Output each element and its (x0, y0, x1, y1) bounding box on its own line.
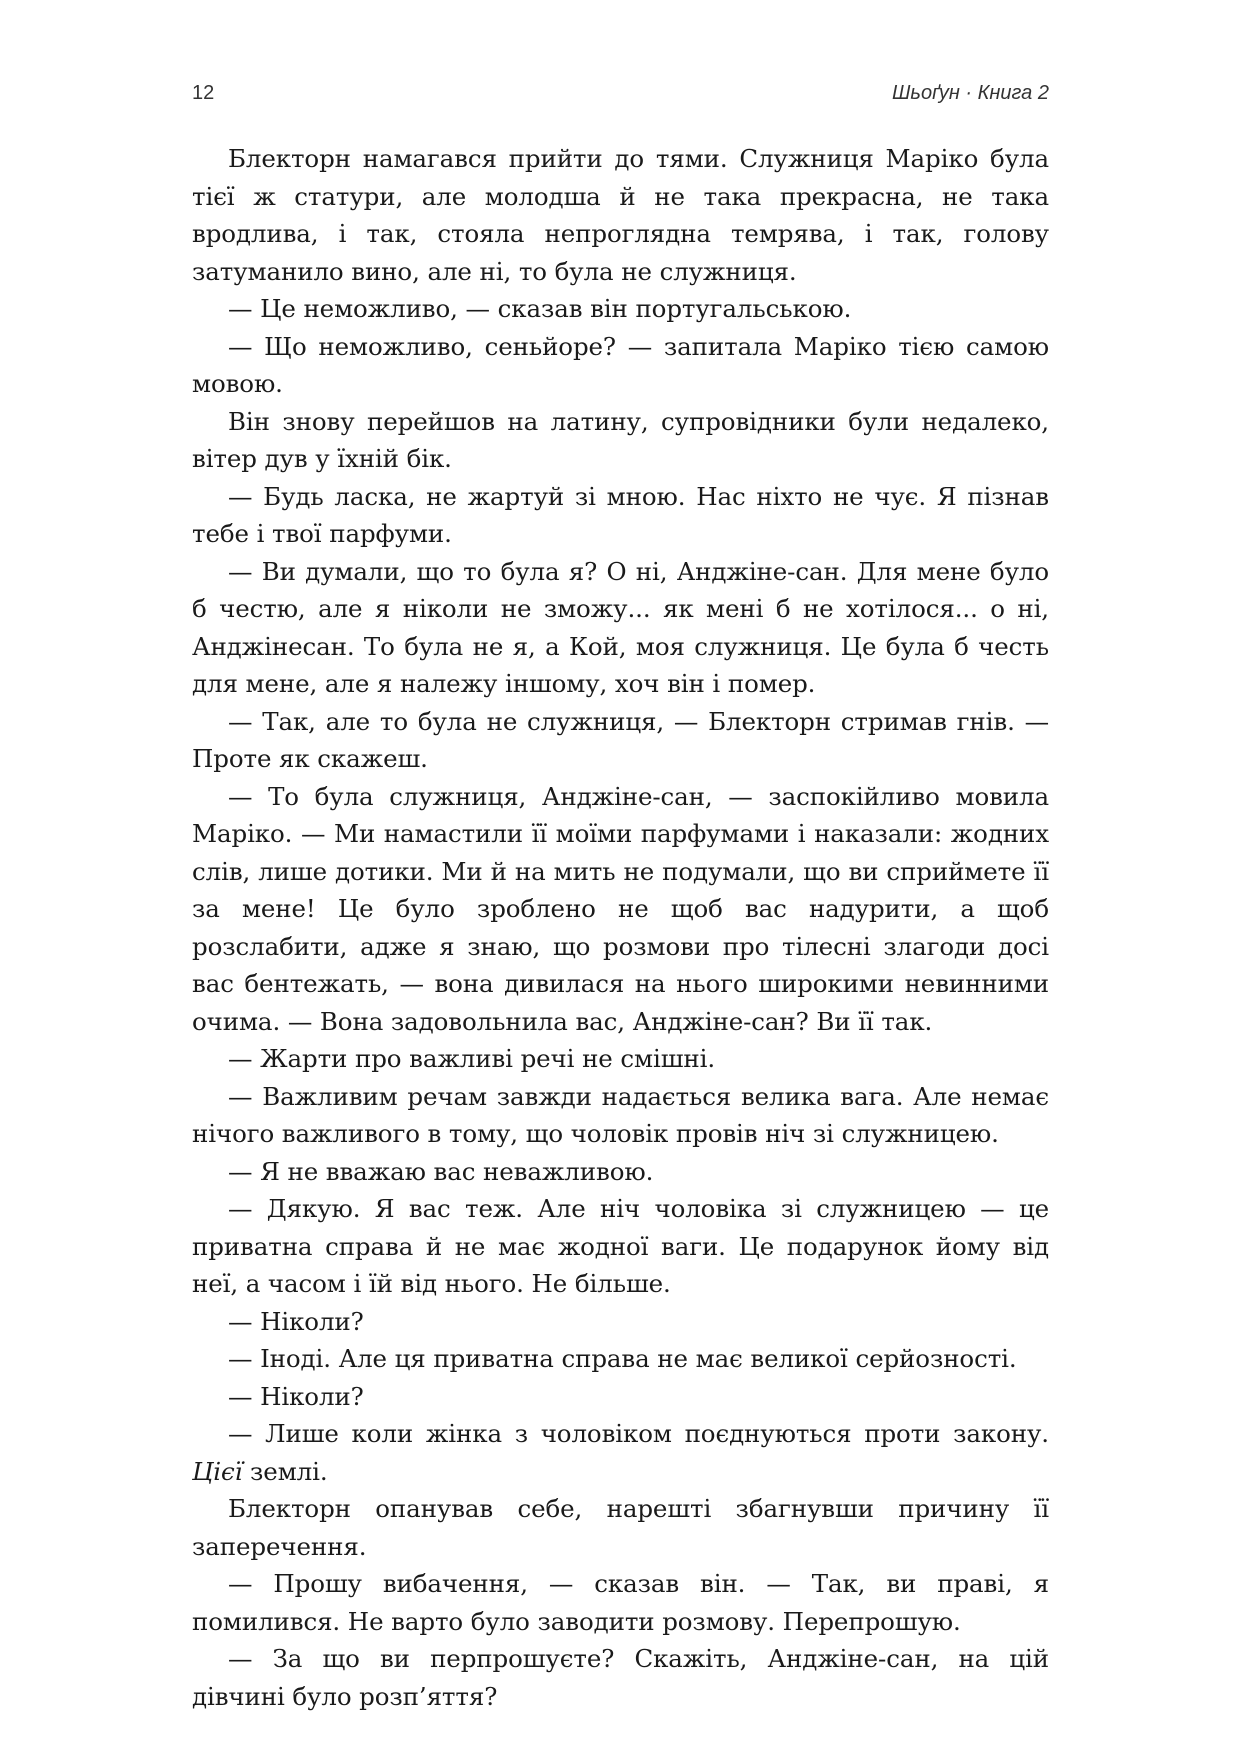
book-title: Шьоґун · Книга 2 (892, 82, 1049, 104)
paragraph: — Дякую. Я вас теж. Але ніч чоловіка зі служницею — це приватна справа й не має жодної ваги. Це подарунок йому від неї, а часом і їй від нього. Не більше. (192, 1194, 1049, 1298)
paragraph: Блекторн опанував себе, нарешті збагнувши причину її заперечення. (192, 1494, 1049, 1561)
paragraph: — Прошу вибачення, — сказав він. — Так, ви праві, я помилився. Не варто було заводити розмову. Перепрошую. (192, 1569, 1049, 1636)
body-text (192, 140, 1049, 1715)
paragraph: — Ніколи? (228, 1381, 364, 1411)
emphasized-word: Цієї (192, 1456, 243, 1486)
paragraph: — Будь ласка, не жартуй зі мною. Нас ніхто не чує. Я пізнав тебе і твої парфуми. (192, 481, 1049, 548)
paragraph-text-continued: землі. (242, 1456, 328, 1486)
paragraph: — Важливим речам завжди надається велика вага. Але немає нічого важливого в тому, що чоловік провів ніч зі служницею. (192, 1081, 1049, 1148)
paragraph: — То була служниця, Анджіне-сан, — заспокійливо мовила Маріко. — Ми намастили її моїми парфумами і наказали: жодних слів, лише дотики. Ми й на мить не подумали, що ви сприймете її за мене! Це було зроблено не щоб вас надурити, а щоб розслабити, адже я знаю, що розмови про тілесні злагоди досі вас бентежать, — вона дивилася на нього широкими невинними очима. — Вона задовольнила вас, Анджіне-сан? Ви її так. (192, 781, 1049, 1036)
paragraph: Блекторн намагався прийти до тями. Служниця Маріко була тієї ж статури, але молодша й не така прекрасна, не така вродлива, і так, стояла непроглядна темрява, і так, голову затуманило вино, але ні, то була не служниця. (192, 144, 1049, 286)
paragraph-text: — Лише коли жінка з чоловіком поєднуються проти закону. (228, 1419, 1049, 1448)
running-header (192, 82, 1049, 112)
page-number: 12 (192, 82, 215, 104)
paragraph: — За що ви перпрошуєте? Скажіть, Анджіне-сан, на цій дівчині було розп’яття? (192, 1644, 1049, 1711)
paragraph: — Це неможливо, — сказав він португальською. (228, 294, 852, 323)
paragraph: Він знову перейшов на латину, супровідники були недалеко, вітер дув у їхній бік. (192, 406, 1049, 473)
paragraph: — Так, але то була не служниця, — Блекторн стримав гнів. — Проте як скажеш. (192, 706, 1049, 773)
paragraph: — Жарти про важливі речі не смішні. (228, 1044, 716, 1073)
paragraph: — Що неможливо, сеньйоре? — запитала Маріко тією самою мовою. (192, 331, 1049, 398)
paragraph: — Ніколи? (228, 1306, 364, 1336)
paragraph: — Іноді. Але ця приватна справа не має великої серйозності. (228, 1344, 1017, 1373)
paragraph: — Ви думали, що то була я? О ні, Анджіне-сан. Для мене було б честю, але я ніколи не зможу... як мені б не хотілося... о ні, Анджінесан. То була не я, а Кой, моя служниця. Це була б честь для мене, але я належу іншому, хоч він і помер. (192, 556, 1049, 698)
paragraph: — Я не вважаю вас неважливою. (228, 1156, 654, 1186)
paragraph (192, 1415, 1049, 1490)
